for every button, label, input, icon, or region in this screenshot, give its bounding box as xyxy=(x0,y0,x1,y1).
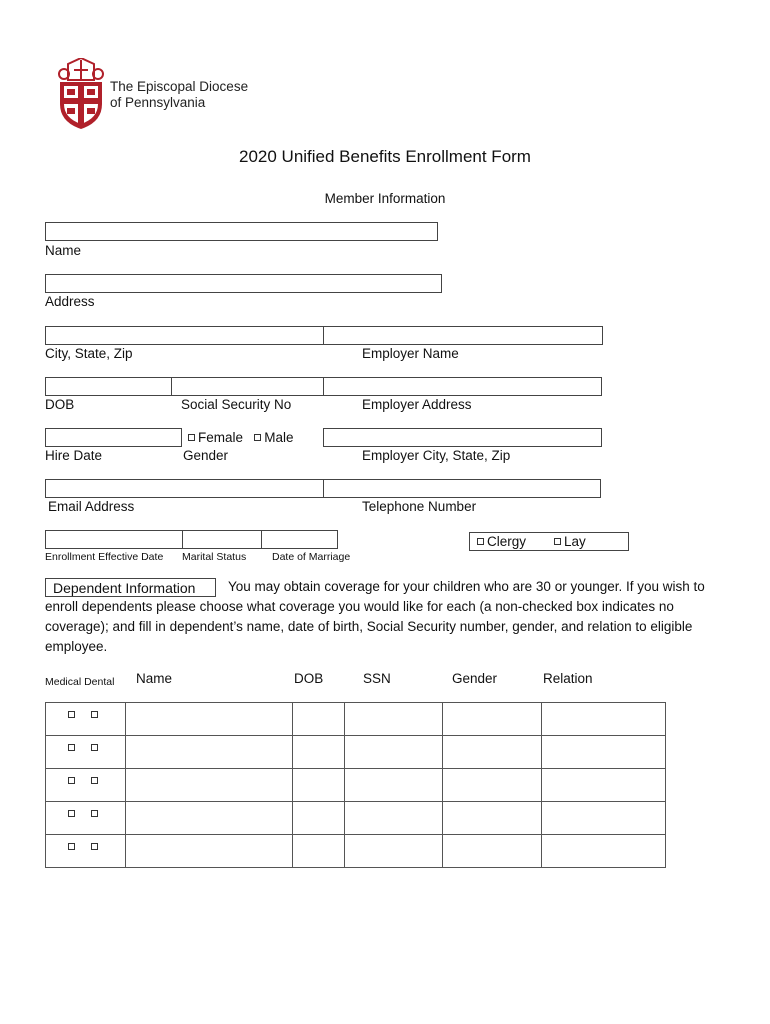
dependent-row xyxy=(46,769,666,802)
hire-date-label: Hire Date xyxy=(45,448,103,463)
dependent-heading: Dependent Information xyxy=(53,580,196,596)
col-relation: Relation xyxy=(543,671,593,686)
female-label: Female xyxy=(198,430,244,445)
medical-checkbox[interactable] xyxy=(68,810,75,817)
coverage-cell xyxy=(46,802,126,835)
dependents-table xyxy=(45,702,666,868)
coverage-cell xyxy=(46,769,126,802)
dependent-gender-cell[interactable] xyxy=(443,802,542,835)
male-checkbox[interactable] xyxy=(254,434,261,441)
medical-checkbox[interactable] xyxy=(68,843,75,850)
medical-checkbox[interactable] xyxy=(68,777,75,784)
employer-name-label: Employer Name xyxy=(362,346,459,361)
employer-city-label: Employer City, State, Zip xyxy=(362,448,511,463)
dental-checkbox[interactable] xyxy=(91,810,98,817)
dependent-name-cell[interactable] xyxy=(126,802,293,835)
coverage-cell xyxy=(46,703,126,736)
dependent-intro-line1: You may obtain coverage for your children who are 30 or younger. If you wish to xyxy=(228,579,705,594)
diocese-seal-icon xyxy=(56,58,106,130)
dental-checkbox[interactable] xyxy=(91,777,98,784)
medical-checkbox[interactable] xyxy=(68,711,75,718)
clergy-checkbox[interactable] xyxy=(477,538,484,545)
dependent-dob-cell[interactable] xyxy=(293,703,345,736)
dependent-dob-cell[interactable] xyxy=(293,736,345,769)
dependent-dob-cell[interactable] xyxy=(293,769,345,802)
dependent-ssn-cell[interactable] xyxy=(345,802,443,835)
coverage-cell xyxy=(46,835,126,868)
dependent-dob-cell[interactable] xyxy=(293,835,345,868)
telephone-label: Telephone Number xyxy=(362,499,477,514)
diocese-logo xyxy=(56,58,106,130)
lay-option xyxy=(554,534,586,549)
dependent-relation-cell[interactable] xyxy=(542,769,666,802)
hire-date-field[interactable] xyxy=(45,428,182,447)
dependent-relation-cell[interactable] xyxy=(542,736,666,769)
gender-label: Gender xyxy=(183,448,229,463)
employer-address-field[interactable] xyxy=(323,377,602,396)
email-field[interactable] xyxy=(45,479,324,498)
dependent-row xyxy=(46,703,666,736)
city-state-zip-label: City, State, Zip xyxy=(45,346,133,361)
city-state-zip-field[interactable] xyxy=(45,326,324,345)
dependent-row xyxy=(46,835,666,868)
employer-name-field[interactable] xyxy=(323,326,603,345)
dependent-name-cell[interactable] xyxy=(126,769,293,802)
date-of-marriage-label: Date of Marriage xyxy=(272,551,351,563)
dependent-gender-cell[interactable] xyxy=(443,736,542,769)
col-dob: DOB xyxy=(294,671,324,686)
dependent-ssn-cell[interactable] xyxy=(345,769,443,802)
org-name xyxy=(110,79,248,111)
enrollment-date-label: Enrollment Effective Date xyxy=(45,551,164,563)
employer-address-label: Employer Address xyxy=(362,397,472,412)
dependent-relation-cell[interactable] xyxy=(542,703,666,736)
dependent-gender-cell[interactable] xyxy=(443,769,542,802)
gender-options xyxy=(188,430,294,445)
dental-checkbox[interactable] xyxy=(91,711,98,718)
dental-checkbox[interactable] xyxy=(91,744,98,751)
ssn-label: Social Security No xyxy=(181,397,292,412)
marital-status-label: Marital Status xyxy=(182,551,247,563)
dental-checkbox[interactable] xyxy=(91,843,98,850)
address-field[interactable] xyxy=(45,274,442,293)
dependent-intro-line3: coverage); and fill in dependent’s name, date of birth, Social Security number, gender, and relation to eligible xyxy=(45,619,693,634)
dependent-row xyxy=(46,736,666,769)
dependent-ssn-cell[interactable] xyxy=(345,736,443,769)
dependent-gender-cell[interactable] xyxy=(443,703,542,736)
dependent-gender-cell[interactable] xyxy=(443,835,542,868)
address-label: Address xyxy=(45,294,95,309)
dob-field[interactable] xyxy=(45,377,172,396)
dependent-intro-line4: employee. xyxy=(45,639,108,654)
date-of-marriage-field[interactable] xyxy=(261,530,338,549)
employer-city-field[interactable] xyxy=(323,428,602,447)
lay-checkbox[interactable] xyxy=(554,538,561,545)
org-name-line1: The Episcopal Diocese xyxy=(110,79,249,94)
male-label: Male xyxy=(264,430,294,445)
female-checkbox[interactable] xyxy=(188,434,195,441)
coverage-cell xyxy=(46,736,126,769)
dependent-ssn-cell[interactable] xyxy=(345,703,443,736)
org-name-line2: of Pennsylvania xyxy=(110,95,206,110)
name-field[interactable] xyxy=(45,222,438,241)
col-name: Name xyxy=(136,671,173,686)
dob-label: DOB xyxy=(45,397,75,412)
dependent-name-cell[interactable] xyxy=(126,835,293,868)
col-ssn: SSN xyxy=(363,671,391,686)
form-title: 2020 Unified Benefits Enrollment Form xyxy=(239,147,531,166)
enrollment-date-field[interactable] xyxy=(45,530,183,549)
dependent-relation-cell[interactable] xyxy=(542,802,666,835)
name-label: Name xyxy=(45,243,82,258)
lay-label: Lay xyxy=(564,534,586,549)
medical-checkbox[interactable] xyxy=(68,744,75,751)
dependent-name-cell[interactable] xyxy=(126,736,293,769)
email-label: Email Address xyxy=(48,499,135,514)
dependent-relation-cell[interactable] xyxy=(542,835,666,868)
marital-status-field[interactable] xyxy=(182,530,262,549)
dependent-intro-line2: enroll dependents please choose what coverage you would like for each (a non-checked box indicates no xyxy=(45,599,674,614)
telephone-field[interactable] xyxy=(323,479,601,498)
dependent-ssn-cell[interactable] xyxy=(345,835,443,868)
dependent-dob-cell[interactable] xyxy=(293,802,345,835)
col-medical-dental: Medical Dental xyxy=(45,676,115,688)
dependent-row xyxy=(46,802,666,835)
section-title: Member Information xyxy=(324,191,446,206)
ssn-field[interactable] xyxy=(171,377,324,396)
clergy-option xyxy=(477,534,526,549)
dependent-name-cell[interactable] xyxy=(126,703,293,736)
clergy-label: Clergy xyxy=(487,534,527,549)
col-gender: Gender xyxy=(452,671,498,686)
